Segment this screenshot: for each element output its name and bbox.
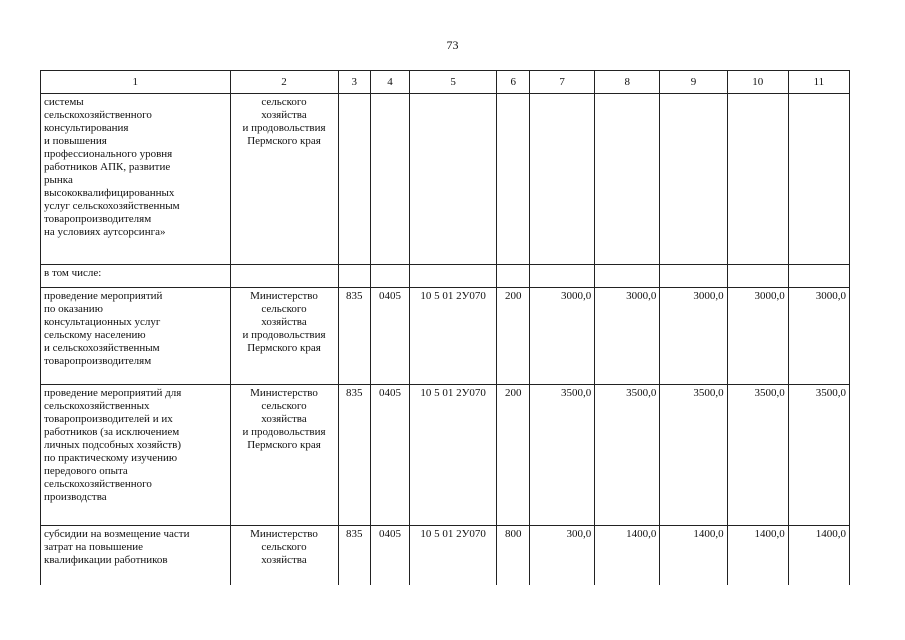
header-cell: 11 (788, 71, 849, 94)
program-name-cell: субсидии на возмещение части затрат на повышение квалификации работников (41, 526, 231, 586)
cell (409, 94, 497, 265)
amount-cell: 1400,0 (660, 526, 727, 586)
amount-cell: 3000,0 (595, 288, 660, 385)
amount-cell: 3000,0 (530, 288, 595, 385)
amount-cell: 3000,0 (660, 288, 727, 385)
cell (788, 265, 849, 288)
section-code-cell: 0405 (371, 385, 410, 526)
header-cell: 3 (338, 71, 371, 94)
cell (338, 265, 371, 288)
amount-cell: 1400,0 (788, 526, 849, 586)
cell (660, 94, 727, 265)
table-row (41, 288, 850, 385)
target-article-cell: 10 5 01 2У070 (409, 288, 497, 385)
amount-cell: 1400,0 (727, 526, 788, 586)
amount-cell: 1400,0 (595, 526, 660, 586)
target-article-cell: 10 5 01 2У070 (409, 526, 497, 586)
expense-type-cell: 200 (497, 385, 530, 526)
header-cell: 5 (409, 71, 497, 94)
amount-cell: 3500,0 (595, 385, 660, 526)
header-cell: 4 (371, 71, 410, 94)
budget-table (40, 70, 850, 585)
table-row (41, 265, 850, 288)
header-cell: 1 (41, 71, 231, 94)
header-cell: 7 (530, 71, 595, 94)
executor-cell: сельского хозяйства и продовольствия Пермского края (230, 94, 338, 265)
cell (660, 265, 727, 288)
section-code-cell: 0405 (371, 526, 410, 586)
cell (595, 265, 660, 288)
cell (409, 265, 497, 288)
table-row (41, 385, 850, 526)
amount-cell: 300,0 (530, 526, 595, 586)
admin-code-cell: 835 (338, 288, 371, 385)
column-number-header (41, 71, 850, 94)
header-cell: 2 (230, 71, 338, 94)
amount-cell: 3000,0 (727, 288, 788, 385)
amount-cell: 3000,0 (788, 288, 849, 385)
amount-cell: 3500,0 (788, 385, 849, 526)
admin-code-cell: 835 (338, 385, 371, 526)
cell (530, 94, 595, 265)
cell (371, 94, 410, 265)
cell (788, 94, 849, 265)
amount-cell: 3500,0 (660, 385, 727, 526)
program-name-cell: проведение мероприятий для сельскохозяйственных товаропроизводителей и их работников (за исключением личных подсобных хозяйств) по практическому изучению передового опыта сельскохозяйственного производства (41, 385, 231, 526)
cell (497, 94, 530, 265)
page-number: 73 (446, 38, 459, 52)
target-article-cell: 10 5 01 2У070 (409, 385, 497, 526)
program-name-cell: проведение мероприятий по оказанию консультационных услуг сельскому населению и сельскохозяйственным товаропроизводителям (41, 288, 231, 385)
section-code-cell: 0405 (371, 288, 410, 385)
expense-type-cell: 200 (497, 288, 530, 385)
cell (338, 94, 371, 265)
table-row (41, 526, 850, 586)
executor-cell: Министерство сельского хозяйства (230, 526, 338, 586)
header-cell: 9 (660, 71, 727, 94)
table-row (41, 94, 850, 265)
amount-cell: 3500,0 (727, 385, 788, 526)
amount-cell: 3500,0 (530, 385, 595, 526)
cell (727, 94, 788, 265)
header-cell: 10 (727, 71, 788, 94)
cell (371, 265, 410, 288)
executor-cell: Министерство сельского хозяйства и продовольствия Пермского края (230, 385, 338, 526)
program-name-cell: в том числе: (41, 265, 231, 288)
header-cell: 6 (497, 71, 530, 94)
cell (530, 265, 595, 288)
cell (727, 265, 788, 288)
cell (595, 94, 660, 265)
program-name-cell: системы сельскохозяйственного консультирования и повышения профессионального уровня работников АПК, развитие рынка высококвалифицированных услуг сельскохозяйственным товаропроизводителям на условиях аутсорсинга» (41, 94, 231, 265)
executor-cell: Министерство сельского хозяйства и продовольствия Пермского края (230, 288, 338, 385)
cell (497, 265, 530, 288)
executor-cell (230, 265, 338, 288)
header-cell: 8 (595, 71, 660, 94)
expense-type-cell: 800 (497, 526, 530, 586)
admin-code-cell: 835 (338, 526, 371, 586)
